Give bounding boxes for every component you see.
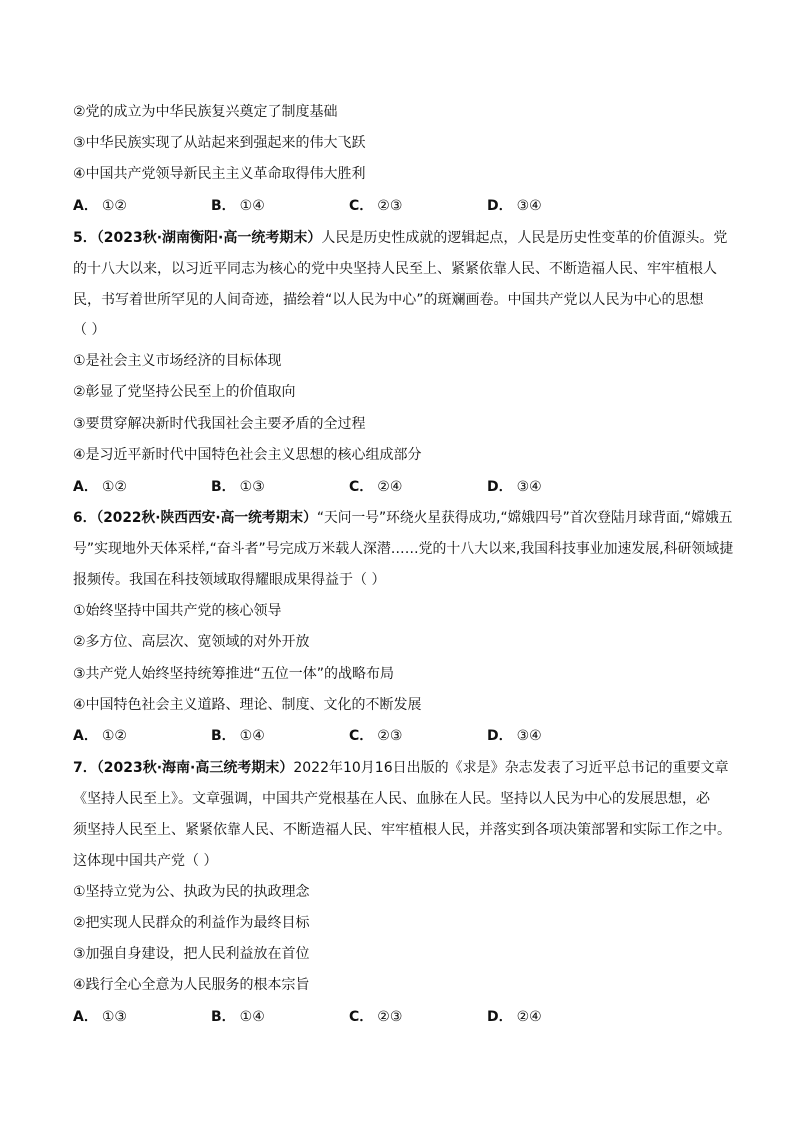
q7-item-1: ①坚持立党为公、执政为民的执政理念 (73, 884, 310, 900)
option-text: ①② (101, 479, 127, 495)
q6-item-2: ②多方位、高层次、宽领域的对外开放 (73, 634, 310, 650)
option-text: ③④ (516, 728, 542, 744)
option-letter: C． (349, 479, 374, 495)
option-text: ②④ (516, 1009, 542, 1025)
option-letter: A． (73, 1009, 98, 1025)
option-letter: B． (211, 479, 236, 495)
option-text: ①④ (239, 198, 265, 214)
q4-option-b (211, 196, 265, 216)
q5-option-a (73, 477, 127, 497)
q4-item-3: ③中华民族实现了从站起来到强起来的伟大飞跃 (73, 135, 366, 151)
q6-item-3: ③共产党人始终坚持统筹推进“五位一体”的战略布局 (73, 666, 395, 682)
option-text: ①② (101, 198, 127, 214)
q5-answer-blank: （ ） (73, 322, 106, 338)
question-number: 6． (73, 510, 97, 526)
option-text: ①③ (101, 1009, 127, 1025)
option-text: ③④ (516, 479, 542, 495)
stem-text: “天问一号”环绕火星获得成功,“嫦娥四号”首次登陆月球背面,“嫦娥五 (316, 510, 733, 526)
q6-item-4: ④中国特色社会主义道路、理论、制度、文化的不断发展 (73, 697, 422, 713)
q4-option-a (73, 196, 127, 216)
q7-item-2: ②把实现人民群众的利益作为最终目标 (73, 915, 310, 931)
option-text: ②③ (377, 1009, 403, 1025)
option-text: ①② (101, 728, 127, 744)
q7-option-a (73, 1007, 127, 1027)
q7-option-c (349, 1007, 402, 1027)
option-letter: A． (73, 198, 98, 214)
q5-item-3: ③要贯穿解决新时代我国社会主要矛盾的全过程 (73, 416, 366, 432)
option-letter: C． (349, 728, 374, 744)
q6-stem-line-1 (73, 508, 733, 528)
option-letter: D． (487, 728, 513, 744)
q5-options (73, 477, 733, 497)
option-letter: C． (349, 198, 374, 214)
q5-stem-line-1 (73, 228, 727, 248)
q5-stem-line-3: 民，书写着世所罕见的人间奇迹，描绘着“以人民为中心”的斑斓画卷。中国共产党以人民为中心的思想 (73, 292, 704, 308)
q5-item-1: ①是社会主义市场经济的目标体现 (73, 353, 282, 369)
q7-stem-line-1 (73, 758, 729, 778)
q5-option-c (349, 477, 402, 497)
q4-item-2: ②党的成立为中华民族复兴奠定了制度基础 (73, 104, 338, 120)
q4-options (73, 196, 733, 216)
question-number: 7． (73, 760, 97, 776)
option-letter: B． (211, 728, 236, 744)
option-text: ①④ (239, 728, 265, 744)
q6-option-d (487, 726, 542, 746)
option-text: ①④ (239, 1009, 265, 1025)
q5-stem-line-2: 的十八大以来，以习近平同志为核心的党中央坚持人民至上、紧紧依靠人民、不断造福人民、牢牢植根人 (73, 261, 717, 277)
q6-stem-line-3: 报频传。我国在科技领域取得耀眼成果得益于（ ） (73, 572, 386, 588)
q7-stem-line-2: 《坚持人民至上》。文章强调，中国共产党根基在人民、血脉在人民。坚持以人民为中心的发展思想，必 (73, 791, 710, 807)
option-letter: D． (487, 1009, 513, 1025)
question-source: （2022秋·陕西西安·高一统考期末） (96, 510, 317, 526)
stem-text: 人民是历史性成就的逻辑起点，人民是历史性变革的价值源头。党 (321, 230, 728, 246)
q6-option-a (73, 726, 127, 746)
q7-item-4: ④践行全心全意为人民服务的根本宗旨 (73, 977, 310, 993)
question-source: （2023秋·海南·高三统考期末） (96, 760, 294, 776)
q4-option-d (487, 196, 542, 216)
q7-stem-line-4: 这体现中国共产党（ ） (73, 853, 218, 869)
q7-option-d (487, 1007, 542, 1027)
question-source: （2023秋·湖南衡阳·高一统考期末） (96, 230, 322, 246)
q6-options (73, 726, 733, 746)
option-letter: D． (487, 479, 513, 495)
option-letter: D． (487, 198, 513, 214)
q5-option-b (211, 477, 265, 497)
option-text: ②③ (377, 728, 403, 744)
q4-option-c (349, 196, 402, 216)
option-letter: B． (211, 1009, 236, 1025)
q6-item-1: ①始终坚持中国共产党的核心领导 (73, 603, 282, 619)
q6-stem-line-2: 号”实现地外天体采样,“奋斗者”号完成万米载人深潜……党的十八大以来,我国科技事业加速发展,科研领域捷 (73, 541, 734, 557)
q6-option-c (349, 726, 402, 746)
stem-text: 2022年10月16日出版的《求是》杂志发表了习近平总书记的重要文章 (293, 760, 729, 776)
q7-item-3: ③加强自身建设，把人民利益放在首位 (73, 946, 310, 962)
option-letter: A． (73, 728, 98, 744)
q4-item-4: ④中国共产党领导新民主主义革命取得伟大胜利 (73, 166, 366, 182)
option-text: ②③ (377, 198, 403, 214)
option-letter: B． (211, 198, 236, 214)
option-text: ③④ (516, 198, 542, 214)
q5-item-2: ②彰显了党坚持公民至上的价值取向 (73, 384, 296, 400)
q5-item-4: ④是习近平新时代中国特色社会主义思想的核心组成部分 (73, 447, 422, 463)
option-letter: C． (349, 1009, 374, 1025)
option-text: ①③ (239, 479, 265, 495)
q6-option-b (211, 726, 265, 746)
question-number: 5． (73, 230, 97, 246)
q5-option-d (487, 477, 542, 497)
q7-options (73, 1007, 733, 1027)
option-text: ②④ (377, 479, 403, 495)
q7-stem-line-3: 须坚持人民至上、紧紧依靠人民、不断造福人民、牢牢植根人民，并落实到各项决策部署和实际工作之中。 (73, 822, 731, 838)
option-letter: A． (73, 479, 98, 495)
q7-option-b (211, 1007, 265, 1027)
